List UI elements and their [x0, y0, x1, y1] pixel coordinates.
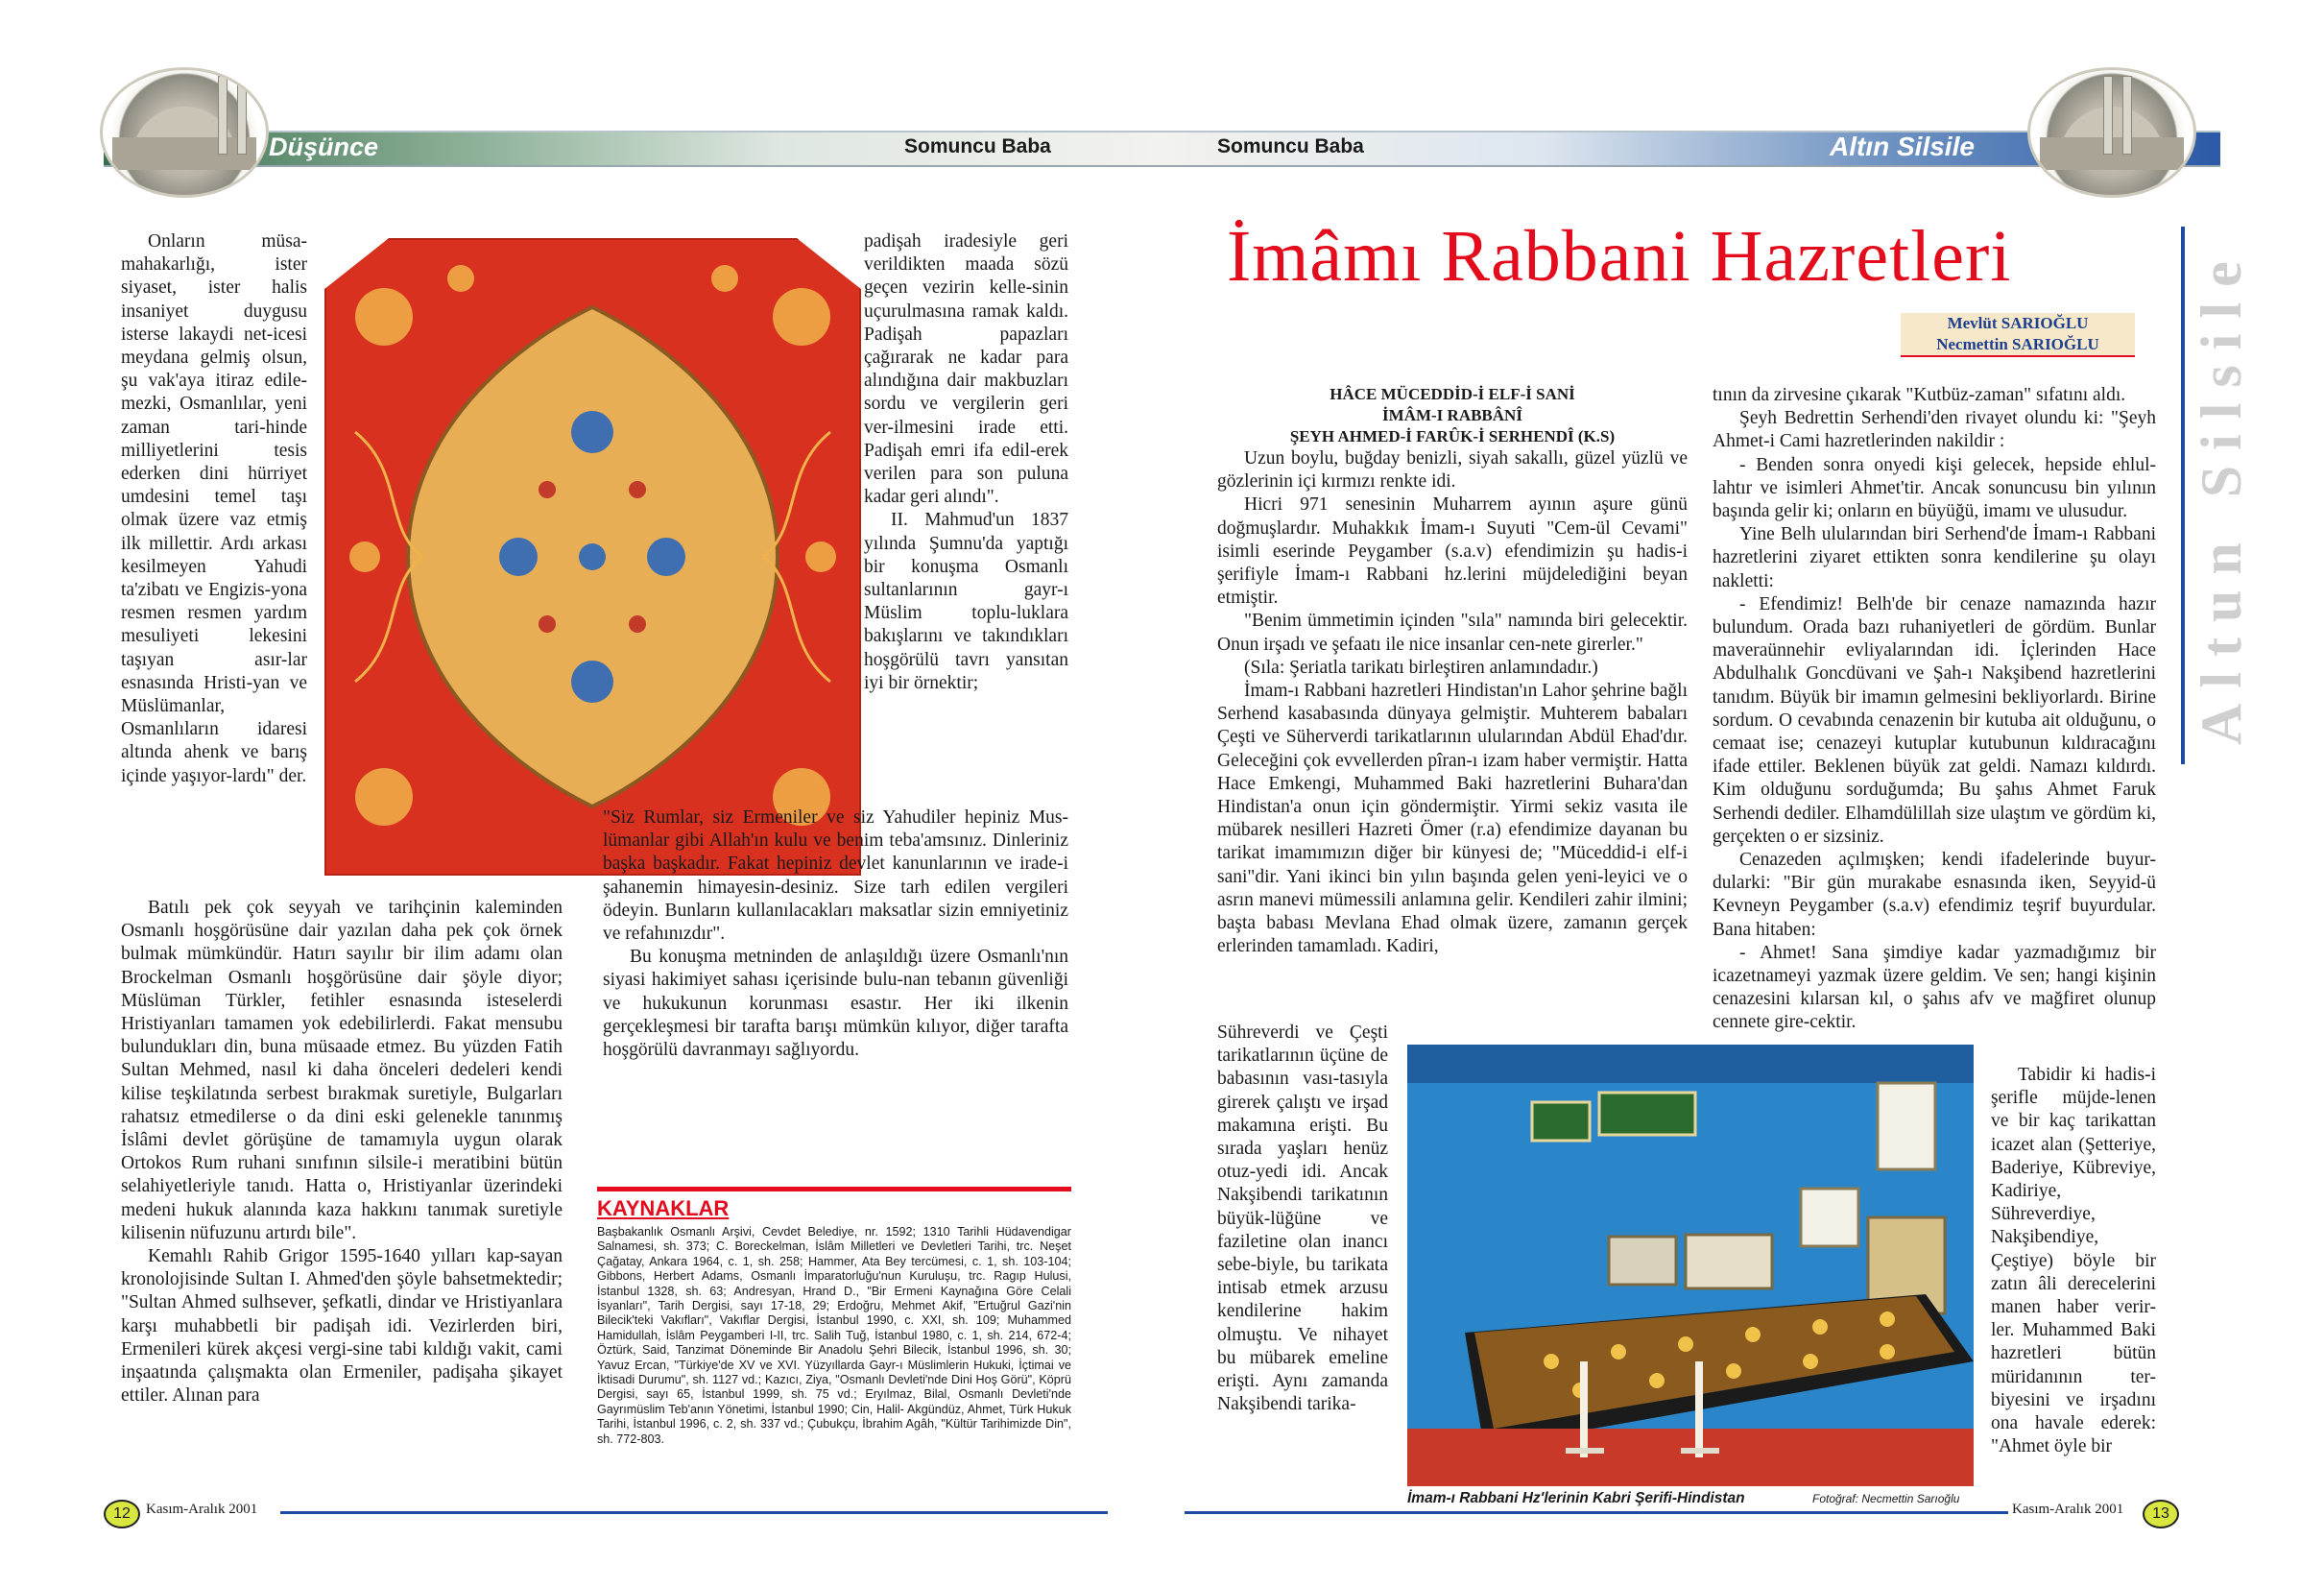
footer-line-right: [1185, 1511, 2008, 1514]
left-column-2: [864, 230, 1068, 695]
references-text: Başbakanlık Osmanlı Arşivi, Cevdet Belediye, nr. 1592; 1310 Tarihli Hüdavendigar Salnamesi, sh. 373; C. Boreckelman, İslâm Milletleri ve Devletleri Tarihi, trc. Neşet Çağatay, Ankara 1964, c. 1, sh. 258; Hammer, Ata Bey tercümesi, c. 1, sh. 103-104; Gibbons, Herbert Adams, Osmanlı İmparatorluğu'nun Kuruluşu, trc. Ragıp Hulusi, İstanbul 1328, sh. 63; Andresyan, Hrand D., "Bir Ermeni Kaynağına Göre Celali İsyanları", Tarih Dergisi, sayı 17-18, 29; Erdoğru, Mehmet Akif, "Ertuğrul Gazi'nin Bilecik'teki Vakıfları", Vakıflar Dergisi, İstanbul 1990, c. XXI, sh. 109; Muhammed Hamidullah, İslâm Peygamberi I-II, trc. Salih Tuğ, İstanbul 1980, c. 1, sh. 214, 672-4; Öztürk, Said, Tanzimat Döneminde Bir Anadolu Şehri Bilecik, İstanbul 1996, sh. 30; Yavuz Ercan, "Türkiye'de XV ve XVI. Yüzyıllarda Gayr-ı Müslimlerin Hukuki, İçtimai ve İktisadi Durumu", sh. 1127 vd.; Kazıcı, Ziya, "Osmanlı Devleti'nde Dini Hoş Görü", Köprü Dergisi, sayı 65, İstanbul 1999, sh. 75 vd.; Eryılmaz, Bilal, Osmanlı Devleti'nde Gayrımüslim Teb'anın Yönetimi, İstanbul 1990; Cin, Halil- Akgündüz, Ahmet, Türk Hukuk Tarihi, İstanbul 1996, c. 2, sh. 337 vd.; Çubukçu, İbrahim Agâh, "Kültür Tarihimizde Din", sh. 772-803.: [597, 1225, 1071, 1446]
left-column-2-wide: [603, 806, 1068, 1062]
tomb-photo: [1407, 1045, 1974, 1486]
side-rule: [2181, 227, 2185, 764]
paragraph: Kemahlı Rahib Grigor 1595-1640 yılları kap-sayan kronolojisinde Sultan I. Ahmed'den şöyle bahsetmektedir; "Sultan Ahmed sulhsever, şefkatli, dindar ve Hristiyanlara karşı muhabbetli bir padişah idi. Vezirlerden biri, Ermenileri kürek akçesi vergi-sine tabi kıldığı vakit, cami inşaatında çalışmakta olan Ermeniler, padişaha şikayet ettiler. Alınan para: [121, 1246, 563, 1407]
right-magazine-label: Somuncu Baba: [1217, 135, 1364, 157]
paragraph: "Benim ümmetimin içinden "sıla" namında biri gelecektir. Onun irşadı ve şefaatı ile nice insanlar cen-nete girerler.": [1217, 611, 1688, 655]
subheading: İMÂM-I RABBÂNÎ: [1382, 406, 1522, 424]
paragraph: Uzun boylu, buğday benizli, siyah sakallı, güzel yüzlü ve gözlerinin içi kırmızı renkte idi.: [1217, 448, 1688, 493]
paragraph: Şeyh Bedrettin Serhendi'den rivayet olundu ki: "Şeyh Ahmet-i Cami hazretlerinden nakildir :: [1713, 408, 2156, 452]
footer-date-left: Kasım-Aralık 2001: [146, 1502, 258, 1517]
paragraph: - Benden sonra onyedi kişi gelecek, hepside ehlul-lahtır ve isimleri Ahmet'tir. Ancak sonuncusu bin yılının başında gelir ki; onların en büyüğü, imamı ve ulusudur.: [1713, 454, 2156, 522]
paragraph: II. Mahmud'un 1837 yılında Şumnu'da yaptığı bir konuşma Osmanlı sultanlarının gayr-ı Müslim toplu-luklara bakışlarını ve takındıkları hoşgörülü tavrı yansıtan iyi bir örnektir;: [864, 510, 1068, 693]
embroidery-pattern: [326, 240, 859, 874]
footer-line-left: [280, 1511, 1108, 1514]
left-section-label: Düşünce: [269, 132, 379, 161]
mosque-logo-right: [2027, 67, 2196, 198]
right-column-2: [1713, 384, 2156, 1035]
page-number-right: 13: [2143, 1500, 2179, 1528]
paragraph: (Sıla: Şeriatla tarikatı birleştiren anlamındadır.): [1244, 657, 1598, 678]
right-column-2-narrow: [1991, 1064, 2156, 1458]
paragraph: Sühreverdi ve Çeşti tarikatlarının üçüne de babasının vası-tasıyla girerek çalıştı ve irşad makamına erişti. Bu sırada yaşları henüz otuz-yedi idi. Ancak Nakşibendi tarikatının büyük-lüğüne ve faziletine olan inancı sebe-biyle, bu tarikata intisab etmek arzusu kendilerine hakim olmuştu. Ve nihayet bu mübarek emeline erişti. Aynı zamanda Nakşibendi tarika-: [1217, 1023, 1388, 1415]
photo-credit: Fotoğraf: Necmettin Sarıoğlu: [1812, 1492, 1960, 1505]
paragraph: tının da zirvesine çıkarak "Kutbüz-zaman" sıfatını aldı.: [1713, 385, 2126, 405]
references-title: KAYNAKLAR: [597, 1196, 730, 1220]
paragraph: Onların müsa-mahakarlığı, ister siyaset, ister halis insaniyet duygusu isterse lakaydi net-icesi meydana gelmiş olsun, şu vak'aya itiraz edile-mezki, Osmanlılar, yeni zaman tari-hinde milliyetlerini tesis ederken dini hürriyet umdesini temel taşı olmak üzere vaz etmiş ilk millettir. Ardı arkası kesilmeyen Yahudi ta'zibatı ve Engizis-yona resmen resmen yardım mesuliyeti lekesini taşıyan asır-lar esnasında Hristi-yan ve Müslümanlar, Osmanlıların idaresi altında ahenk ve barış içinde yaşıyor-lardı" der.: [121, 231, 307, 786]
references-rule: [597, 1187, 1071, 1191]
subheading: ŞEYH AHMED-İ FARÛK-İ SERHENDÎ (K.S): [1289, 427, 1616, 445]
left-column-1-wide: [121, 897, 563, 1408]
tomb-photo-drawing: [1407, 1045, 1974, 1486]
mosque-logo-left: [100, 67, 269, 198]
side-section-word: Altun Silsile: [2190, 246, 2253, 745]
author-name: Necmettin SARIOĞLU: [1936, 335, 2099, 353]
paragraph: Tabidir ki hadis-i şerifle müjde-lenen ve bir kaç tarikattan icazet alan (Şetteriye, Baderiye, Kübreviye, Kadiriye, Sühreverdiye, Nakşibendiye, Çeştiye) böyle bir zatın âli derecelerini manen haber verir-ler. Muhammed Baki hazretleri bütün müridanının ter-biyesini ve irşadını ona havale ederek: "Ahmet öyle bir: [1991, 1065, 2156, 1457]
authors-box: [1901, 313, 2135, 357]
paragraph: padişah iradesiyle geri verildikten maada sözü geçen vezirin kelle-sinin uçurulmasına ramak kaldı. Padişah papazları çağırarak ne kadar para alındığına dair makbuzları sordu ve vergilerin geri ver-ilmesini irade etti. Padişah emri ifa edil-erek verilen para son puluna kadar geri alındı".: [864, 231, 1068, 508]
paragraph: - Efendimiz! Belh'de bir cenaze namazında hazır bulundum. Orada bazı ruhaniyetleri de gördüm. Bunlar maveraünnehir evliyalarından idi. İçlerinden Hace Abdulhalık Goncdüvani ve Şah-ı Nakşibend hazretlerini tanıdım. Büyük bir imamın gelmesini bekliyorlardı. Birine sordum. O cevabında cenazenin bir kutuba ait olduğunu, o cemaat ise; cenazeyi kutuplar kutubunun kıldıracağını ifade ettiler. Beklenen büyük zat geldi. Namazı kıldırdı. Kim olduğunu sorduğumda; Bu şahıs Ahmet Faruk Serhendi dediler. Elhamdülillah size ulaştım ve gördüm ki, gerçekten o er sizsiniz.: [1713, 593, 2156, 847]
page-number-left: 12: [104, 1500, 140, 1528]
right-column-1-narrow: [1217, 1022, 1388, 1416]
paragraph: "Siz Rumlar, siz Ermeniler ve siz Yahudiler hepiniz Mus-lümanlar gibi Allah'ın kulu ve benim teba'amsınız. Dinleriniz başka başkadır. Fakat hepiniz devlet kanunlarının ve irade-i şahanemin himayesin-desiniz. Size tarh edilen vergileri ödeyin. Bunların kullanılacakları maksatlar sizin emniyetiniz ve refahınızdır".: [603, 807, 1068, 945]
right-column-1: [1217, 384, 1688, 958]
subheading-block: [1217, 384, 1688, 447]
paragraph: Batılı pek çok seyyah ve tarihçinin kaleminden Osmanlı hoşgörüsüne dair yazılan daha pek çok örnek bulmak mümkündür. Hatırı sayılır bir ilim adamı olan Brockelman Osmanlı hoşgörüsüne dair şöyle diyor; Müslüman Türkler, fetihler esnasında isteselerdi Hristiyanları tamamen yok edebilirlerdi. Fakat mensubu bulundukları din, buna müsaade etmez. Bu yüzden Fatih Sultan Mehmed, nasıl ki daha önceleri dedeleri kendi kilise teşkilatında serbest bırakmak suretiyle, Bulgarları rahatsız etmedilerse o da dini eski gelenekle tanınmış İslâmi devlet görüşüne de tamamıyla uygun olarak Ortokos Rum ruhani sınıfının silsile-i meratibini bütün selahiyetleriyle tanıdı. Hatta o, Hristiyanlar üzerindeki medeni hukuk alanında kaza hakkını tanımak suretiyle kilisenin nüfuzunu artırdı bile".: [121, 898, 563, 1243]
photo-caption: İmam-ı Rabbani Hz'lerinin Kabri Şerifi-Hindistan: [1407, 1490, 1745, 1506]
ottoman-embroidery-image: [324, 238, 861, 876]
paragraph: Cenazeden açılmışken; kendi ifadelerinde buyur-dularki: "Bir gün murakabe esnasında iken, Seyyid-ü Kevneyn Peygamber (s.a.v) efendimiz teşrif buyurdular. Bana hitaben:: [1713, 850, 2156, 940]
left-magazine-label: Somuncu Baba: [904, 135, 1051, 157]
subheading: HÂCE MÜCEDDİD-İ ELF-İ SANİ: [1330, 385, 1575, 403]
paragraph: Hicri 971 senesinin Muharrem ayının aşure günü doğmuşlardır. Muhakkık İmam-ı Suyuti "Cem-ül Cevami" isimli eserinde Peygamber (s.a.v) efendimizin şu hadis-i şerifiyle İmam-ı Rabbani hz.lerini müjdelediğini beyan etmiştir.: [1217, 494, 1688, 609]
paragraph: - Ahmet! Sana şimdiye kadar yazmadığımız bir icazetnameyi yazmak üzere geldim. Ve sen; hangi kişinin cenazesini kılarsan kıl, o şahıs afv ve mağfiret olunup cennete gire-cektir.: [1713, 942, 2156, 1033]
paragraph: İmam-ı Rabbani hazretleri Hindistan'ın Lahor şehrine bağlı Serhend kasabasında dünyaya gelmiştir. Muhterem babaları Çeşti ve Süherverdi tarikatlarının ulularından Abdül Ehad'dır. Geleceğini çok evvellerden pîran-ı izam haber vermiştir. Hatta Hace Emkengi, Muhammed Baki hazretlerini Buhara'dan Hindistan'a onun için göndermiştir. Yirmi sekiz vasıta ile mübarek nesilleri Hazreti Ömer (r.a) efendimize dayanan bu tarikat imamımızın diğer bir künyesi de; "Müceddid-i elf-i sani"dir. Yani ikinci bin yılın başında gelen yeni-leyici ve o asrın manevi mümessili anlamına gelir. Kendileri zahir ilmini; başta babası Mevlana Ehad olmak üzere, zamanın gerçek erlerinden tamamladı. Kadiri,: [1217, 681, 1688, 957]
paragraph: Yine Belh ulularından biri Serhend'de İmam-ı Rabbani hazretlerini ziyaret ettikten sonra kendilerine şu olayı nakletti:: [1713, 524, 2156, 591]
article-title: İmâmı Rabbani Hazretleri: [1227, 216, 2012, 297]
author-name: Mevlüt SARIOĞLU: [1947, 314, 2089, 332]
paragraph: Bu konuşma metninden de anlaşıldığı üzere Osmanlı'nın siyasi hakimiyet sahası içerisinde bulu-nan tebanın güvenliği ve hukukunun korunması esastır. Her iki ilkenin gerçekleşmesi bir tarafta barışı mümkün kılıyor, diğer tarafta hoşgörülü davranmayı sağlıyordu.: [603, 947, 1068, 1061]
left-column-1: [121, 230, 307, 788]
right-section-label: Altın Silsile: [1830, 132, 1975, 161]
footer-date-right: Kasım-Aralık 2001: [2012, 1502, 2124, 1517]
